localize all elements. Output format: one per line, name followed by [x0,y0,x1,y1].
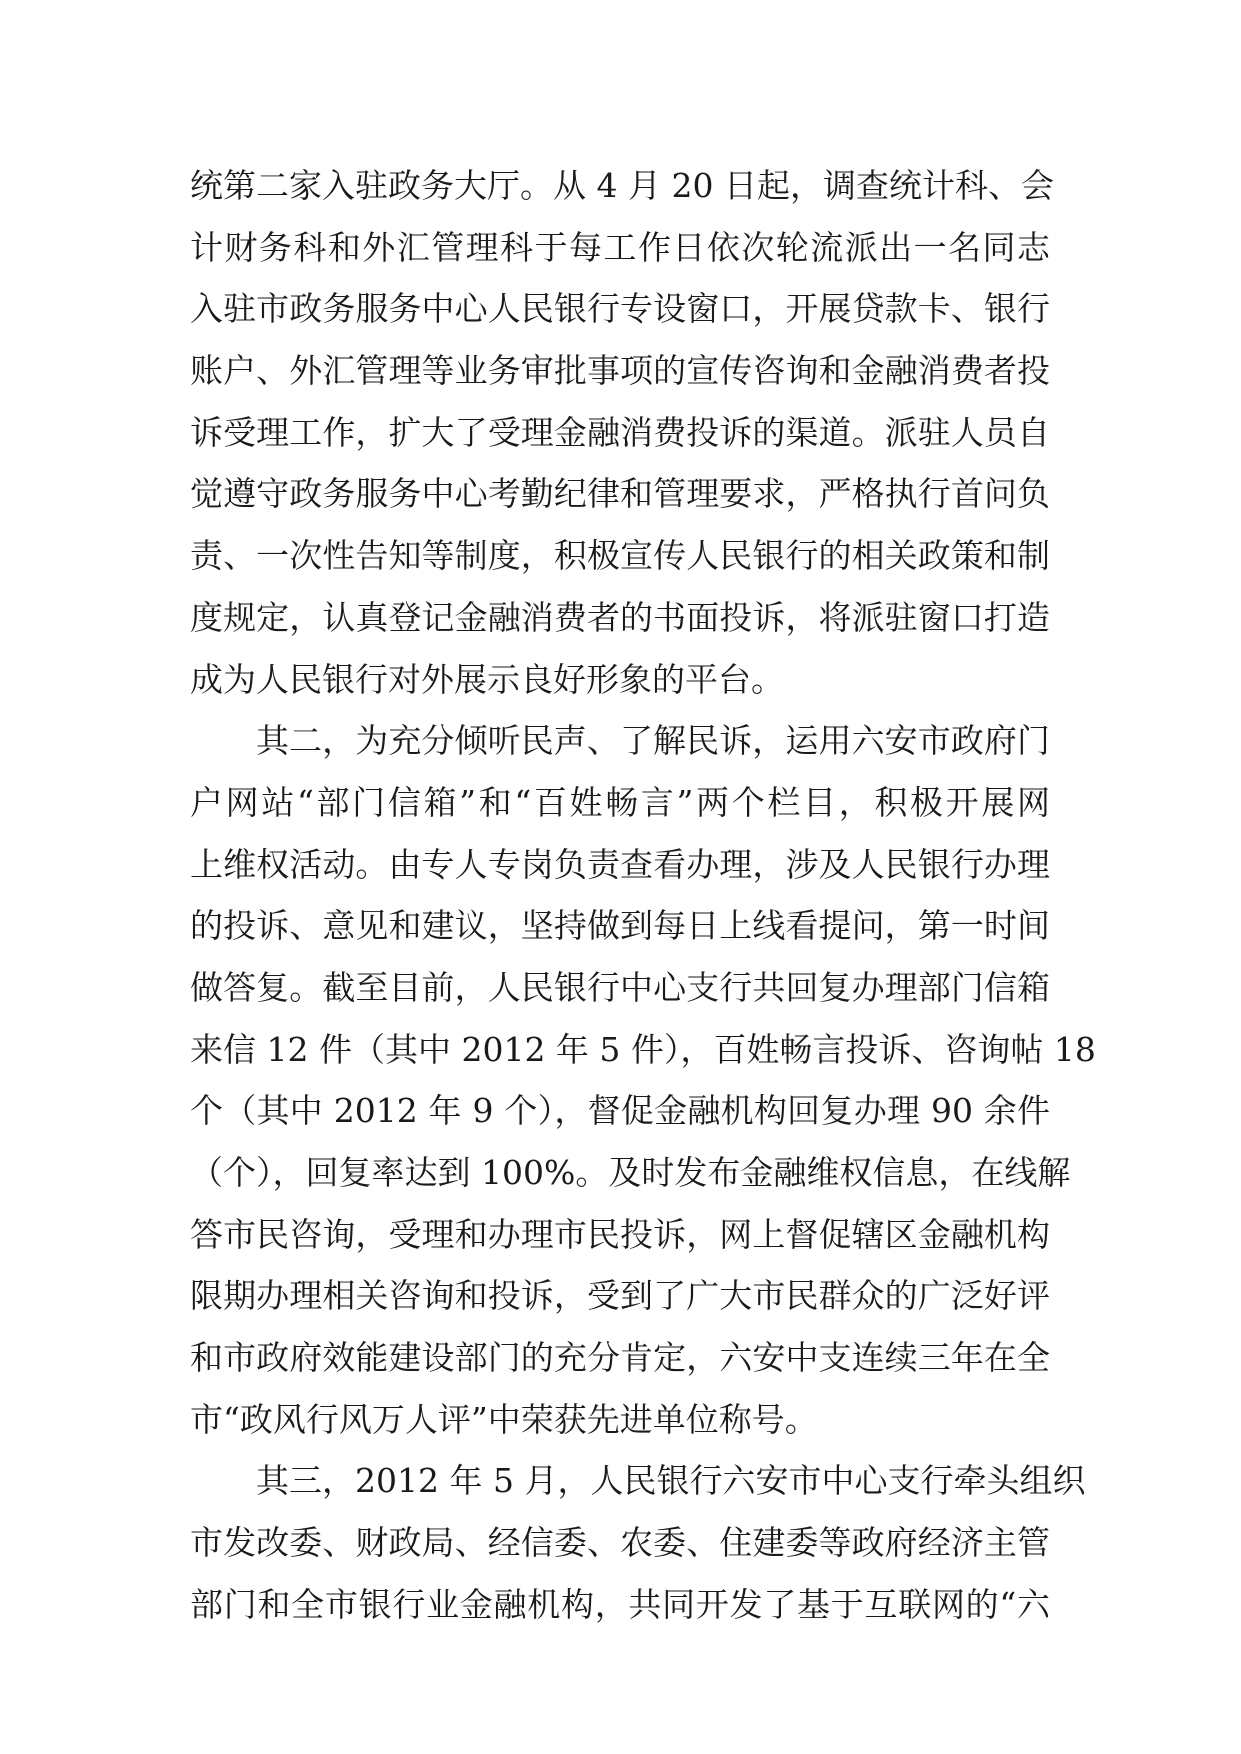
text-line: 责、一次性告知等制度，积极宣传人民银行的相关政策和制 [190,536,1050,576]
text-line: 成为人民银行对外展示良好形象的平台。 [190,659,784,699]
text-line: 户网站“部门信箱”和“百姓畅言”两个栏目，积极开展网 [190,782,1050,822]
paragraph-first-line: 其三，2012 年 5 月，人民银行六安市中心支行牵头组织 [256,1461,1086,1501]
paragraph-first-line: 其二，为充分倾听民声、了解民诉，运用六安市政府门 [256,721,1050,761]
text-line: 上维权活动。由专人专岗负责查看办理，涉及人民银行办理 [190,844,1050,884]
text-line: 统第二家入驻政务大厅。从 4 月 20 日起，调查统计科、会 [190,166,1054,205]
text-line: 部门和全市银行业金融机构，共同开发了基于互联网的“六 [190,1584,1050,1624]
text-line: 来信 12 件（其中 2012 年 5 件），百姓畅言投诉、咨询帖 18 [190,1029,1096,1069]
text-line: 市“政风行风万人评”中荣获先进单位称号。 [190,1399,818,1439]
text-line: 和市政府效能建设部门的充分肯定，六安中支连续三年在全 [190,1338,1050,1378]
text-line: 的投诉、意见和建议，坚持做到每日上线看提问，第一时间 [190,906,1050,946]
text-line: 诉受理工作，扩大了受理金融消费投诉的渠道。派驻人员自 [190,412,1050,452]
text-line: 答市民咨询，受理和办理市民投诉，网上督促辖区金融机构 [190,1214,1050,1254]
text-line: 入驻市政务服务中心人民银行专设窗口，开展贷款卡、银行 [190,289,1050,329]
text-line: 觉遵守政务服务中心考勤纪律和管理要求，严格执行首问负 [190,474,1050,514]
text-line: 计财务科和外汇管理科于每工作日依次轮流派出一名同志 [190,227,1050,267]
body-text [190,155,1096,1636]
text-line: 限期办理相关咨询和投诉，受到了广大市民群众的广泛好评 [190,1276,1050,1316]
text-line: 度规定，认真登记金融消费者的书面投诉，将派驻窗口打造 [190,597,1050,637]
text-line: 市发改委、财政局、经信委、农委、住建委等政府经济主管 [190,1523,1050,1563]
text-line: 做答复。截至目前，人民银行中心支行共回复办理部门信箱 [190,967,1050,1007]
text-line: 账户、外汇管理等业务审批事项的宣传咨询和金融消费者投 [190,351,1050,391]
text-line: （个），回复率达到 100%。及时发布金融维权信息，在线解 [190,1153,1071,1192]
text-line: 个（其中 2012 年 9 个），督促金融机构回复办理 90 余件 [190,1091,1050,1131]
